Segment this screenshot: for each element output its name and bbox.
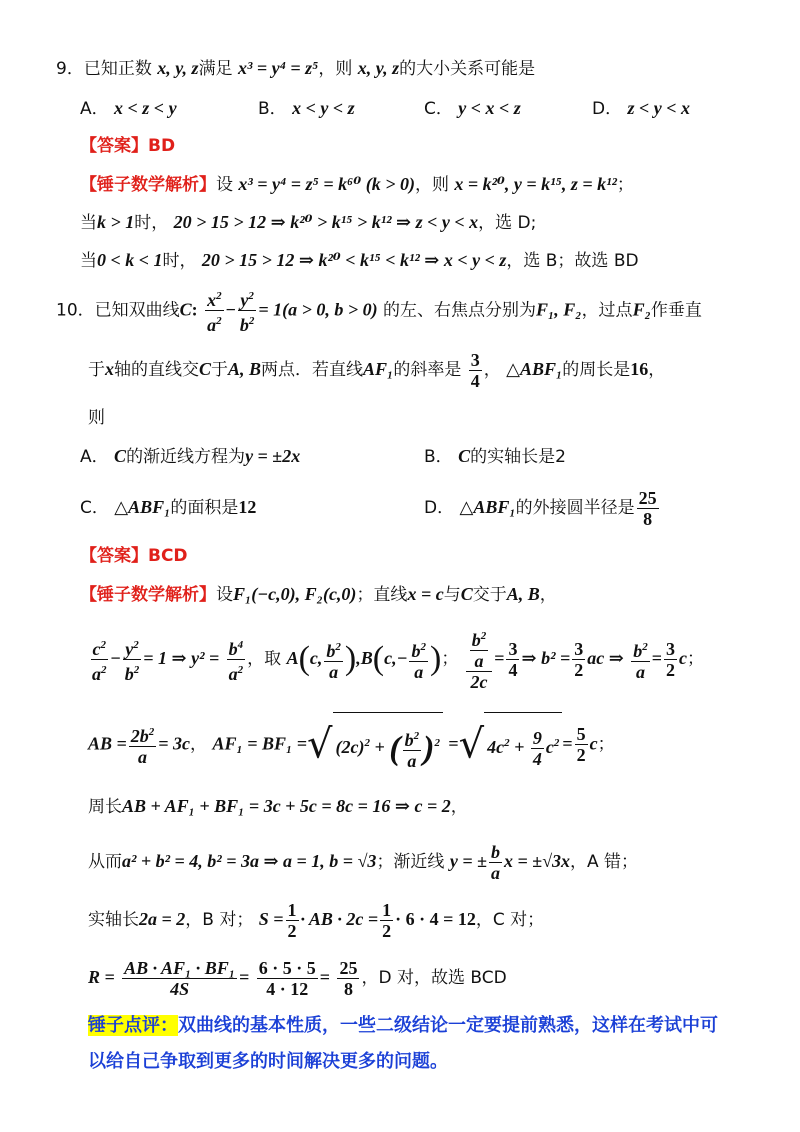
q10-analysis-4: 周长AB + AF₁ + BF₁ = 3c + 5c = 8c = 16 ⇒ c = 2， xyxy=(88,796,468,817)
q10-analysis-3: AB = $\frac{2b^2}{a}$ = 3c， AF₁ = BF₁ =√ $(2c)^2$ + ( $\frac{b^2}{a}$ )$^2$ =√ $4c^2$ + $\frac{9}{4}$ $c^2$ = $\frac{5}{2}$ c； xyxy=(88,712,615,777)
q10-option-b: B． C的实轴长是2 xyxy=(424,446,566,467)
q10-stem-1: 10．已知双曲线C: $\frac{x^2}{a^2}$ − $\frac{y^2}{b^2}$ = 1(a > 0, b > 0) 的左、右焦点分别为F₁, F₂，过点F₂作垂直 xyxy=(56,286,702,335)
q10-stem-3: 则 xyxy=(88,408,105,428)
q10-analysis-1: 【锤子数学解析】设F₁(−c,0), F₂(c,0)；直线x = c与C交于A, B， xyxy=(80,584,557,605)
q9-analysis-2: 当k > 1时， 20 > 15 > 12 ⇒ k²⁰ > k¹⁵ > k¹² ⇒ z < y < x，选 D; xyxy=(80,212,537,233)
comment-line-1: 锤子点评：双曲线的基本性质，一些二级结论一定要提前熟悉，这样在考试中可 xyxy=(88,1015,718,1036)
q10-analysis-6: 实轴长2a = 2，B 对； S = $\frac{1}{2}$ · AB · 2c = $\frac{1}{2}$ · 6 · 4 = 12，C 对； xyxy=(88,899,545,941)
q10-analysis-7: R = $\frac{\text{AB · AF₁ · BF₁}}{4S}$ = $\frac{6 \cdot 5 \cdot 5}{4 \cdot 12}$ = $\frac{25}{8}$ ，D 对，故选 BCD xyxy=(88,957,507,999)
q9-option-a: A． x < z < y xyxy=(80,98,177,119)
q10-option-d: D． △ABF₁的外接圆半径是 $\frac{25}{8}$ xyxy=(424,487,657,529)
q10-analysis-5: 从而a² + b² = 4, b² = 3a ⇒ a = 1, b = √3；渐近线 y = ± $\frac{b}{a}$ x = ±√3x，A 错； xyxy=(88,841,639,883)
q9-stem: 9．已知正数 x, y, z满足 x³ = y⁴ = z⁵，则 x, y, z的大小关系可能是 xyxy=(56,58,536,79)
q10-analysis-2: $\frac{c^2}{a^2}$ − $\frac{y^2}{b^2}$ = 1 ⇒ y² = $\frac{b^4}{a^2}$ ，取 A(c, $\frac{b^2}{a}$ ),B(c,− $\frac{b^2}{a}$ )； $\frac{\frac{b^2}{a}}{2c}$ = $\frac{3}{4}$ ⇒ b² = $\frac{3}{2}$ ac ⇒ $\frac{b^2}{a}$ = $\frac{3}{2}$ c； xyxy=(88,626,704,692)
q10-option-c: C． △ABF₁的面积是12 xyxy=(80,497,257,518)
q9-answer: 【答案】BD xyxy=(80,136,176,156)
q9-option-d: D． z < y < x xyxy=(592,98,691,119)
q9-option-b: B． x < y < z xyxy=(258,98,355,119)
comment-line-2: 以给自己争取到更多的时间解决更多的问题。 xyxy=(88,1051,448,1072)
q9-option-c: C． y < x < z xyxy=(424,98,521,119)
q9-analysis-3: 当0 < k < 1时， 20 > 15 > 12 ⇒ k²⁰ < k¹⁵ < k¹² ⇒ x < y < z，选 B；故选 BD xyxy=(80,250,639,271)
q10-stem-2: 于x轴的直线交C于A, B两点．若直线AF₁的斜率是 $\frac{3}{4}$ ， △ABF₁的周长是16， xyxy=(88,349,666,391)
q9-analysis-1: 【锤子数学解析】设 x³ = y⁴ = z⁵ = k⁶⁰ (k > 0)，则 x = k²⁰, y = k¹⁵, z = k¹²； xyxy=(80,174,634,195)
q10-option-a: A． C的渐近线方程为y = ±2x xyxy=(80,446,301,467)
q10-answer: 【答案】BCD xyxy=(80,546,188,566)
